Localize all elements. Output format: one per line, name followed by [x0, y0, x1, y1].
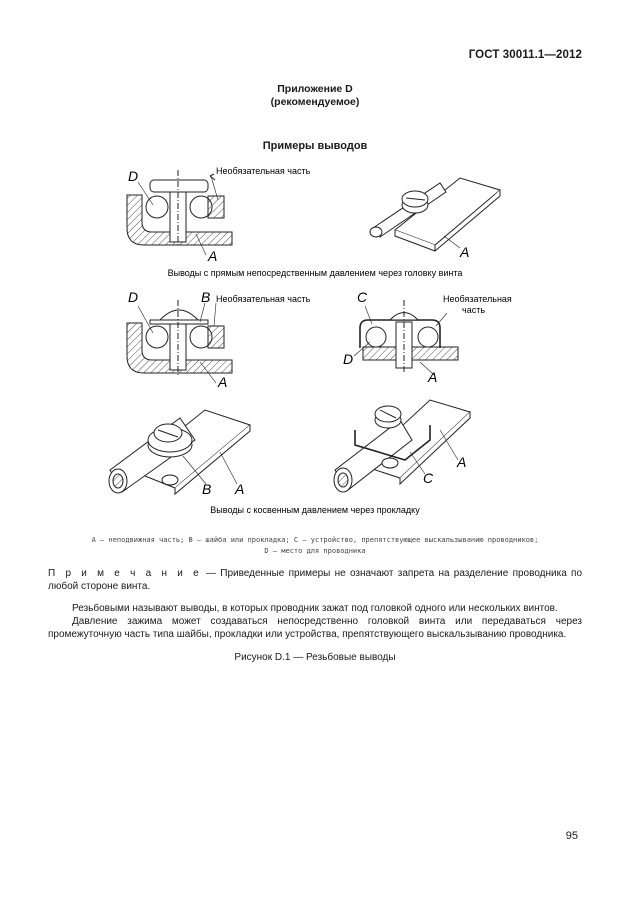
section-title: Примеры выводов — [262, 140, 368, 152]
note-body: — Приведенные примеры не означают запрета на разделение проводника по любой стороне винта. — [48, 568, 583, 592]
label-a-3: A — [218, 374, 228, 390]
perspective-terminal-2 — [109, 410, 250, 494]
caption-indirect: Выводы с косвенным давлением через прокладку — [210, 505, 420, 515]
note-paragraph — [48, 567, 582, 593]
label-a-2: A — [460, 244, 470, 260]
label-c-6: C — [423, 470, 434, 486]
figure-legend — [48, 535, 582, 557]
section-direct-1 — [127, 170, 232, 245]
appendix-subtitle: (рекомендуемое) — [270, 96, 360, 108]
optional-part-line1: Необязательная — [443, 294, 512, 304]
paragraph-2: Давление зажима может создаваться непосредственно головкой винта или передаваться через промежуточную часть типа шайбы, прокладки или устройства, препятствующего выскальзыванию проводника. — [48, 616, 582, 640]
label-d-4: D — [343, 351, 354, 367]
legend-line-2: D — место для проводника — [264, 547, 366, 555]
figure-caption: Рисунок D.1 — Резьбовые выводы — [234, 652, 396, 663]
label-b-3: B — [201, 289, 211, 305]
caption-direct: Выводы с прямым непосредственным давлением через головку винта — [167, 268, 463, 278]
label-d-1: D — [128, 168, 139, 184]
label-b-5: B — [202, 481, 212, 497]
label-a-1: A — [208, 248, 218, 264]
label-c-4: C — [357, 289, 368, 305]
optional-part-1: Необязательная часть — [216, 166, 311, 176]
standard-code: ГОСТ 30011.1—2012 — [468, 49, 582, 61]
perspective-terminal-1 — [370, 178, 500, 251]
paragraph-1: Резьбовыми называют выводы, в которых проводник зажат под головкой одного или нескольких винтов. — [72, 603, 558, 614]
label-a-6: A — [457, 454, 467, 470]
page-number: 95 — [565, 830, 578, 842]
label-a-4: A — [428, 369, 438, 385]
note-label: П р и м е ч а н и е — [48, 568, 202, 579]
label-a-5: A — [235, 481, 245, 497]
optional-part-line2: часть — [462, 305, 486, 315]
legend-line-1: A — неподвижная часть; B — шайба или прокладка; C — устройство, препятствующее выскальзыванию проводников; — [91, 536, 539, 544]
label-d-3: D — [128, 289, 139, 305]
section-indirect-1 — [127, 300, 232, 375]
appendix-title: Приложение D — [277, 83, 353, 95]
optional-part-3: Необязательная часть — [216, 294, 311, 304]
section-indirect-2 — [360, 300, 458, 372]
